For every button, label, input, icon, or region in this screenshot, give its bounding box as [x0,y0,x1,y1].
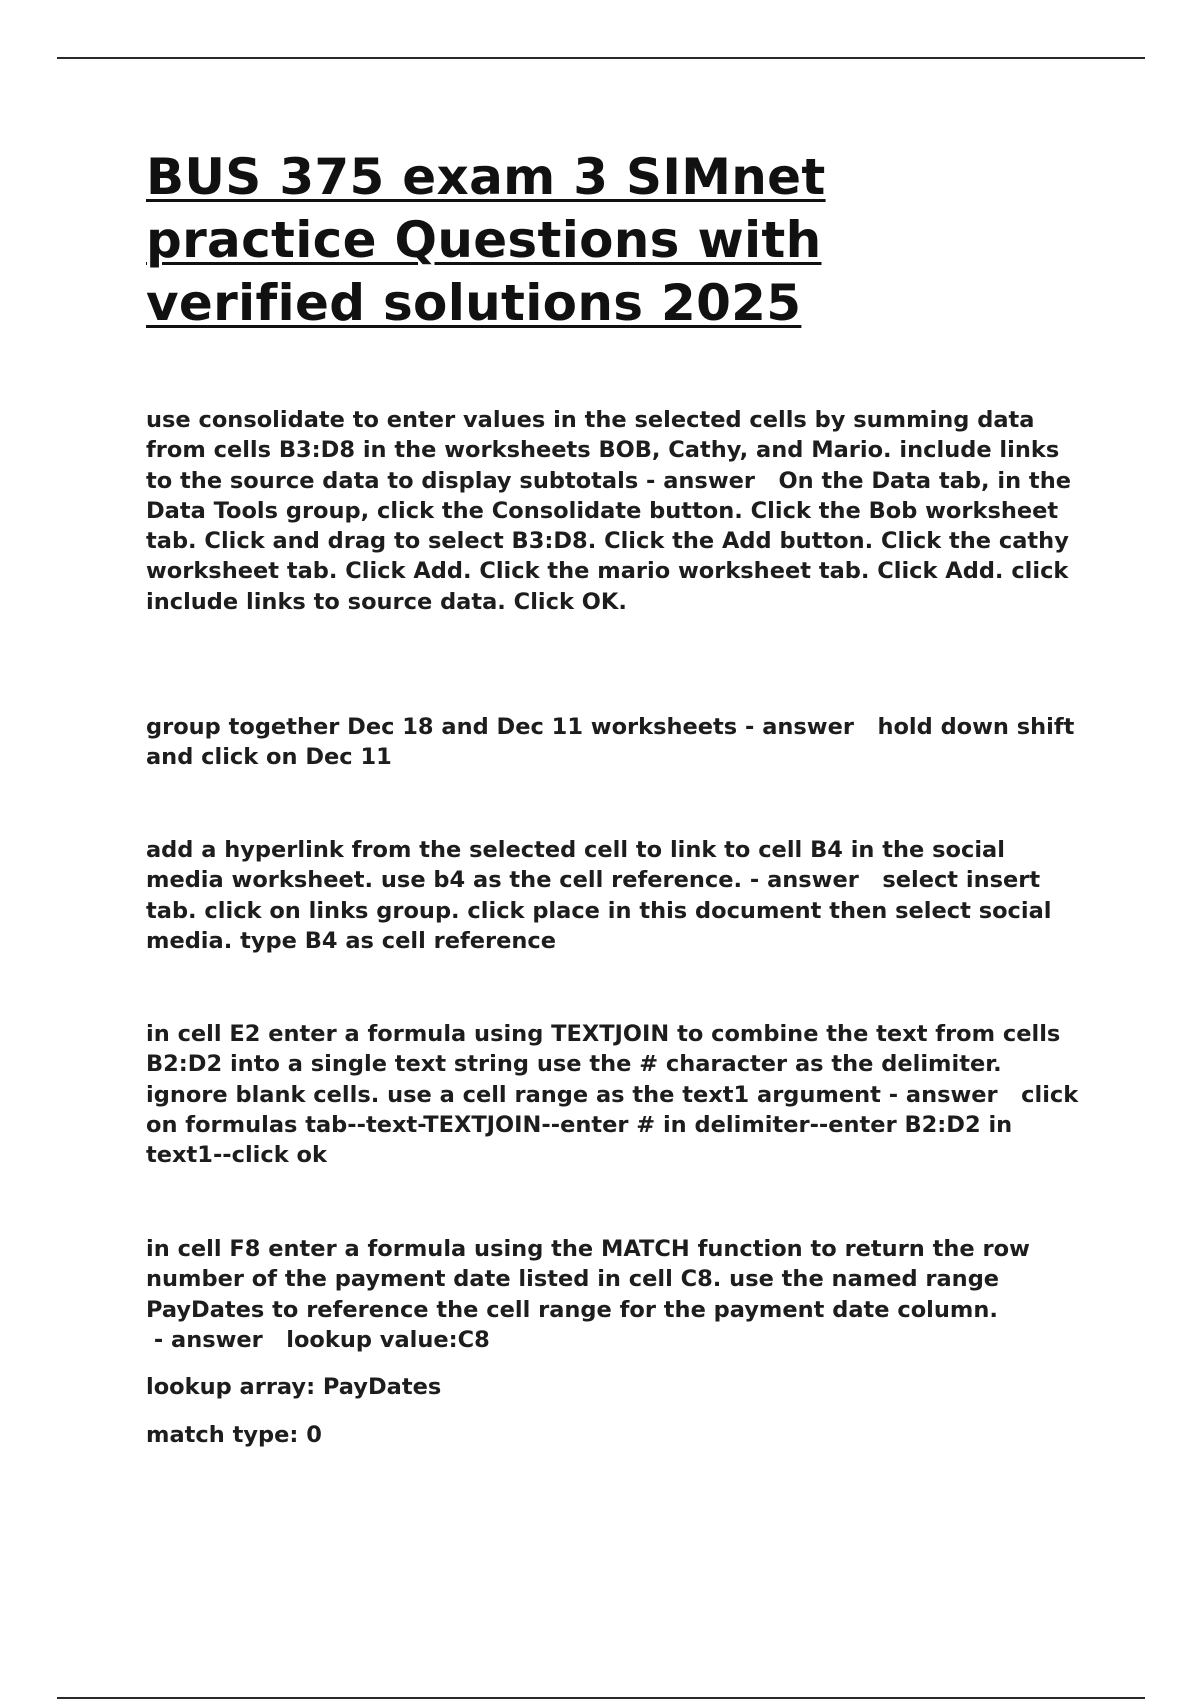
answer-text: lookup value:C8 [286,1326,490,1353]
answer-text: select insert tab. click on links group. click place in this document then select social media. type B4 as cell reference [146,867,1052,954]
answer-separator: - answer [880,1081,1022,1108]
title-line: practice Questions with [146,211,822,269]
bottom-rule [57,1697,1145,1699]
answer-separator: - answer [146,1326,287,1353]
document-title [146,146,1046,335]
title-line: verified solutions 2025 [146,274,802,332]
qa-item [146,835,1086,956]
question-text: add a hyperlink from the selected cell to link to cell B4 in the social media worksheet. use b4 as the cell reference. [146,837,1005,894]
question-text: group together Dec 18 and Dec 11 worksheets [146,714,738,740]
qa-item [146,405,1086,617]
answer-text: On the Data tab, in the Data Tools group, click the Consolidate button. Click the Bob worksheet tab. Click and drag to select B3:D8. Click the Add button. Click the cathy worksheet tab. Click Add. Click the mario worksheet tab. Click Add. click include links to source data. Click OK. [146,467,1071,615]
qa-item [146,1234,1086,1355]
answer-separator: - answer [737,714,878,740]
answer-detail-line: lookup array: PayDates [146,1374,442,1400]
answer-text: hold down shift and click on Dec 11 [146,714,1075,771]
answer-detail-line: match type: 0 [146,1422,322,1448]
answer-text: click on formulas tab--text-TEXTJOIN--enter # in delimiter--enter B2:D2 in text1--click ok [146,1081,1079,1169]
answer-separator: - answer [638,467,779,494]
question-text: use consolidate to enter values in the selected cells by summing data from cells B3:D8 in the worksheets BOB, Cathy, and Mario. include links to the source data to display subtotals [146,407,1060,494]
title-line: BUS 375 exam 3 SIMnet [146,148,826,206]
question-text: in cell E2 enter a formula using TEXTJOIN to combine the text from cells B2:D2 into a single text string use the # character as the delimiter. ignore blank cells. use a cell range as the text1 argument [146,1021,1061,1108]
answer-separator: - answer [742,867,883,894]
qa-item [146,712,1086,773]
top-rule [57,57,1145,59]
question-text: in cell F8 enter a formula using the MATCH function to return the row number of the payment date listed in cell C8. use the named range PayDates to reference the cell range for the payment date column. [146,1236,1030,1323]
qa-item [146,1019,1086,1170]
